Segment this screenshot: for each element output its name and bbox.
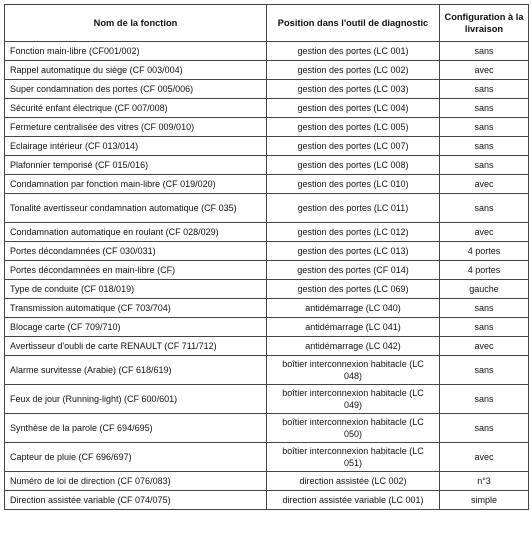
- delivery-config-cell: sans: [440, 99, 529, 118]
- delivery-config-cell: avec: [440, 61, 529, 80]
- delivery-config-cell: sans: [440, 80, 529, 99]
- delivery-config-cell: avec: [440, 223, 529, 242]
- delivery-config-cell: sans: [440, 194, 529, 223]
- table-body: [5, 42, 529, 510]
- function-name-cell: Tonalité avertisseur condamnation automatique (CF 035): [5, 194, 267, 223]
- delivery-config-cell: 4 portes: [440, 242, 529, 261]
- diagnostic-position-cell: direction assistée variable (LC 001): [267, 491, 440, 510]
- function-name-cell: Fonction main-libre (CF001/002): [5, 42, 267, 61]
- table-row: [5, 99, 529, 118]
- table-row: [5, 356, 529, 385]
- delivery-config-cell: sans: [440, 299, 529, 318]
- function-name-cell: Plafonnier temporisé (CF 015/016): [5, 156, 267, 175]
- diagnostic-position-cell: boîtier interconnexion habitacle (LC 051): [267, 443, 440, 472]
- diagnostic-position-cell: gestion des portes (LC 005): [267, 118, 440, 137]
- function-name-cell: Synthèse de la parole (CF 694/695): [5, 414, 267, 443]
- diagnostic-position-cell: antidémarrage (LC 042): [267, 337, 440, 356]
- delivery-config-cell: sans: [440, 318, 529, 337]
- diagnostic-position-cell: gestion des portes (LC 004): [267, 99, 440, 118]
- table-row: [5, 299, 529, 318]
- function-name-cell: Direction assistée variable (CF 074/075): [5, 491, 267, 510]
- table-row: [5, 472, 529, 491]
- table-row: [5, 80, 529, 99]
- delivery-config-cell: sans: [440, 356, 529, 385]
- function-name-cell: Rappel automatique du siège (CF 003/004): [5, 61, 267, 80]
- table-row: [5, 318, 529, 337]
- delivery-config-cell: sans: [440, 137, 529, 156]
- delivery-config-cell: sans: [440, 385, 529, 414]
- header-diagnostic-position: Position dans l'outil de diagnostic: [267, 5, 440, 42]
- diagnostic-position-cell: gestion des portes (LC 003): [267, 80, 440, 99]
- table-row: [5, 137, 529, 156]
- diagnostic-position-cell: boîtier interconnexion habitacle (LC 050): [267, 414, 440, 443]
- table-row: [5, 443, 529, 472]
- diagnostic-position-cell: gestion des portes (CF 014): [267, 261, 440, 280]
- function-name-cell: Feux de jour (Running-light) (CF 600/601): [5, 385, 267, 414]
- function-name-cell: Portes décondamnées (CF 030/031): [5, 242, 267, 261]
- delivery-config-cell: 4 portes: [440, 261, 529, 280]
- table-row: [5, 242, 529, 261]
- table-row: [5, 337, 529, 356]
- diagnostic-position-cell: gestion des portes (LC 007): [267, 137, 440, 156]
- delivery-config-cell: sans: [440, 118, 529, 137]
- table-row: [5, 42, 529, 61]
- table-row: [5, 261, 529, 280]
- table-row: [5, 414, 529, 443]
- delivery-config-cell: avec: [440, 337, 529, 356]
- header-delivery-config: Configuration à la livraison: [440, 5, 529, 42]
- table-row: [5, 175, 529, 194]
- table-row: [5, 61, 529, 80]
- function-name-cell: Portes décondamnées en main-libre (CF): [5, 261, 267, 280]
- diagnostic-position-cell: gestion des portes (LC 012): [267, 223, 440, 242]
- diagnostic-position-cell: gestion des portes (LC 011): [267, 194, 440, 223]
- diagnostic-position-cell: antidémarrage (LC 040): [267, 299, 440, 318]
- delivery-config-cell: sans: [440, 156, 529, 175]
- diagnostic-position-cell: antidémarrage (LC 041): [267, 318, 440, 337]
- diagnostic-position-cell: gestion des portes (LC 010): [267, 175, 440, 194]
- delivery-config-cell: avec: [440, 443, 529, 472]
- diagnostic-position-cell: direction assistée (LC 002): [267, 472, 440, 491]
- delivery-config-cell: gauche: [440, 280, 529, 299]
- function-name-cell: Condamnation par fonction main-libre (CF 019/020): [5, 175, 267, 194]
- diagnostic-position-cell: gestion des portes (LC 013): [267, 242, 440, 261]
- delivery-config-cell: sans: [440, 42, 529, 61]
- function-name-cell: Super condamnation des portes (CF 005/006): [5, 80, 267, 99]
- diagnostic-position-cell: boîtier interconnexion habitacle (LC 048): [267, 356, 440, 385]
- delivery-config-cell: avec: [440, 175, 529, 194]
- table-row: [5, 223, 529, 242]
- table-row: [5, 194, 529, 223]
- function-name-cell: Alarme survitesse (Arabie) (CF 618/619): [5, 356, 267, 385]
- table-row: [5, 118, 529, 137]
- table-row: [5, 280, 529, 299]
- function-name-cell: Capteur de pluie (CF 696/697): [5, 443, 267, 472]
- delivery-config-cell: sans: [440, 414, 529, 443]
- function-name-cell: Eclairage intérieur (CF 013/014): [5, 137, 267, 156]
- table-row: [5, 491, 529, 510]
- function-name-cell: Type de conduite (CF 018/019): [5, 280, 267, 299]
- function-name-cell: Sécurité enfant électrique (CF 007/008): [5, 99, 267, 118]
- delivery-config-cell: simple: [440, 491, 529, 510]
- function-name-cell: Transmission automatique (CF 703/704): [5, 299, 267, 318]
- function-name-cell: Fermeture centralisée des vitres (CF 009/010): [5, 118, 267, 137]
- function-name-cell: Blocage carte (CF 709/710): [5, 318, 267, 337]
- diagnostic-position-cell: gestion des portes (LC 002): [267, 61, 440, 80]
- diagnostic-position-cell: boîtier interconnexion habitacle (LC 049): [267, 385, 440, 414]
- function-config-table: [4, 4, 529, 510]
- header-function-name: Nom de la fonction: [5, 5, 267, 42]
- delivery-config-cell: n°3: [440, 472, 529, 491]
- function-name-cell: Condamnation automatique en roulant (CF 028/029): [5, 223, 267, 242]
- diagnostic-position-cell: gestion des portes (LC 001): [267, 42, 440, 61]
- function-name-cell: Avertisseur d'oubli de carte RENAULT (CF 711/712): [5, 337, 267, 356]
- diagnostic-position-cell: gestion des portes (LC 069): [267, 280, 440, 299]
- table-row: [5, 156, 529, 175]
- table-row: [5, 385, 529, 414]
- header-row: [5, 5, 529, 42]
- diagnostic-position-cell: gestion des portes (LC 008): [267, 156, 440, 175]
- function-name-cell: Numéro de loi de direction (CF 076/083): [5, 472, 267, 491]
